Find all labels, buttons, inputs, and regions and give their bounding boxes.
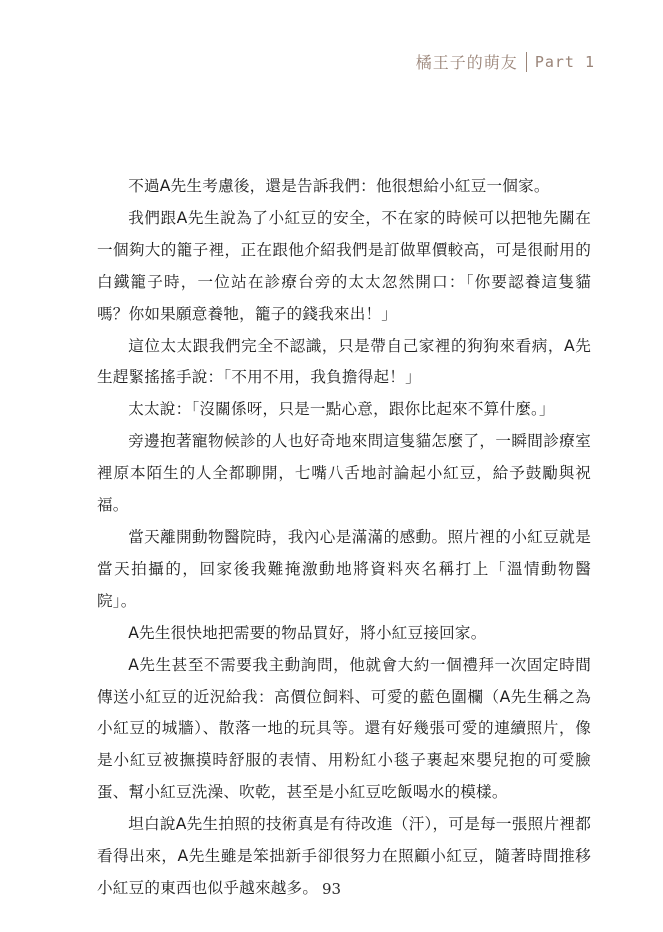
page-number: 93 xyxy=(321,880,342,898)
paragraph: A先生甚至不需要我主動詢問，他就會大約一個禮拜一次固定時間傳送小紅豆的近況給我：高價位飼料、可愛的藍色圍欄（A先生稱之為小紅豆的城牆）、散落一地的玩具等。還有好幾張可愛的連續照片，像是小紅豆被撫摸時舒服的表情、用粉紅小毯子裹起來嬰兒抱的可愛臉蛋、幫小紅豆洗澡、吹乾，甚至是小紅豆吃飯喝水的模樣。 xyxy=(97,655,591,802)
body-text xyxy=(97,171,591,905)
header-divider xyxy=(526,52,527,72)
paragraph: 旁邊抱著寵物候診的人也好奇地來問這隻貓怎麼了，一瞬間診療室裡原本陌生的人全都聊開，七嘴八舌地討論起小紅豆，給予鼓勵與祝福。 xyxy=(97,432,591,515)
part-label: Part 1 xyxy=(534,52,595,71)
paragraph: 坦白說A先生拍照的技術真是有待改進（汗），可是每一張照片裡都看得出來，A先生雖是笨拙新手卻很努力在照顧小紅豆，隨著時間推移小紅豆的東西也似乎越來越多。 xyxy=(97,815,591,897)
paragraph: 不過A先生考慮後，還是告訴我們：他很想給小紅豆一個家。 xyxy=(128,177,550,195)
paragraph: 太太說：「沒關係呀，只是一點心意，跟你比起來不算什麼。」 xyxy=(128,400,555,419)
book-title: 橘王子的萌友 xyxy=(415,53,518,72)
running-header xyxy=(416,50,595,73)
paragraph: A先生很快地把需要的物品買好，將小紅豆接回家。 xyxy=(128,623,487,642)
paragraph: 這位太太跟我們完全不認識，只是帶自己家裡的狗狗來看病，A先生趕緊搖搖手說：「不用不用，我負擔得起！」 xyxy=(97,336,591,387)
paragraph: 當天離開動物醫院時，我內心是滿滿的感動。照片裡的小紅豆就是當天拍攝的，回家後我難掩激動地將資料夾名稱打上「溫情動物醫院」。 xyxy=(97,527,591,610)
paragraph: 我們跟A先生說為了小紅豆的安全，不在家的時候可以把牠先關在一個夠大的籠子裡，正在跟他介紹我們是訂做單價較高，可是很耐用的白鐵籠子時，一位站在診療台旁的太太忽然開口：「你要認養這隻貓嗎？你如果願意養牠，籠子的錢我來出！」 xyxy=(97,208,591,323)
